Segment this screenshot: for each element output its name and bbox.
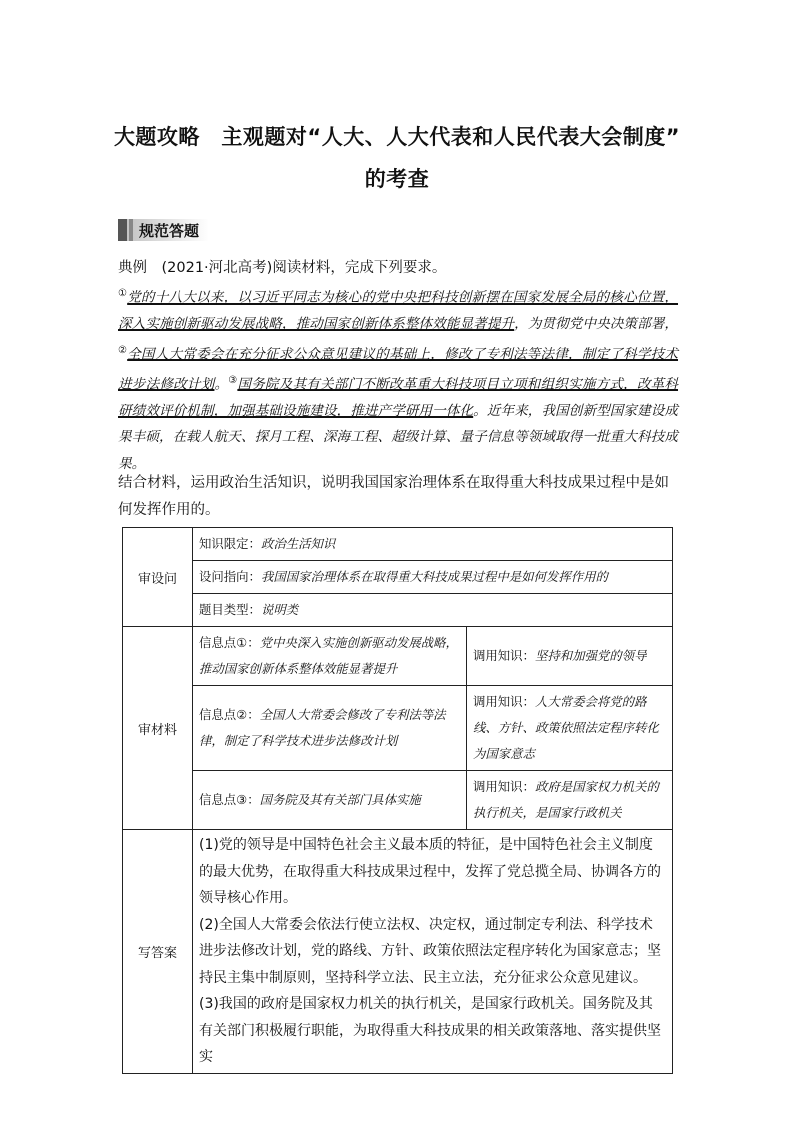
material-sentence-2: 全国人大常委会在充分征求公众意见建议的基础上，修改了专利法等法律，制定了科学技术进步法修改计划 xyxy=(118,346,679,393)
page-title-line2: 的考查 xyxy=(364,167,430,191)
row-head-xiedaan: 写答案 xyxy=(123,830,193,1074)
section-marker-icon xyxy=(118,219,127,241)
material-sentence-3: 国务院及其有关部门不断改革重大科技项目立项和组织实施方式，改革科研绩效评价机制，加强基础设施建设，推进产学研用一体化 xyxy=(118,376,679,419)
material-passage xyxy=(118,281,678,477)
material-tail-2: 。 xyxy=(214,376,229,393)
knowledge-1-cell: 调用知识：坚持和加强党的领导 xyxy=(467,627,673,686)
row-head-shencailiao: 审材料 xyxy=(123,627,193,830)
answer-paragraph-1: (1)党的领导是中国特色社会主义最本质的特征，是中国特色社会主义制度的最大优势，在取得重大科技成果过程中，发挥了党总揽全局、协调各方的领导核心作用。 xyxy=(199,837,661,906)
knowledge-3-cell: 调用知识：政府是国家权力机关的执行机关，是国家行政机关 xyxy=(467,771,673,830)
question-direction-cell: 设问指向：我国国家治理体系在取得重大科技成果过程中是如何发挥作用的 xyxy=(193,561,673,594)
material-marker-1: ① xyxy=(118,288,128,299)
material-tail-3: 。近年来，我国创新型国家建设成果丰硕，在载人航天、探月工程、深海工程、超级计算、量子信息等领域取得一批重大科技成果。 xyxy=(118,402,679,472)
answer-cell xyxy=(193,830,673,1074)
material-tail-1: ，为贯彻党中央决策部署， xyxy=(514,316,679,333)
row-head-shenshewen: 审设问 xyxy=(123,528,193,627)
info-point-2-cell: 信息点②：全国人大常委会修改了专利法等法律，制定了科学技术进步法修改计划 xyxy=(193,686,467,771)
question-text: 结合材料，运用政治生活知识，说明我国国家治理体系在取得重大科技成果过程中是如何发挥作用的。 xyxy=(118,475,669,518)
analysis-table xyxy=(122,527,673,1074)
answer-paragraph-2: (2)全国人大常委会依法行使立法权、决定权，通过制定专利法、科学技术进步法修改计划，党的路线、方针、政策依照法定程序转化为国家意志；坚持民主集中制原则，坚持科学立法、民主立法，充分征求公众意见建议。 xyxy=(199,916,661,986)
section-marker-icon-secondary xyxy=(129,219,133,241)
section-heading-label: 规范答题 xyxy=(139,221,200,240)
question-intro: 典例 (2021·河北高考)阅读材料，完成下列要求。 xyxy=(118,260,447,276)
info-point-3-cell: 信息点③：国务院及其有关部门具体实施 xyxy=(193,771,467,830)
question-type-cell: 题目类型：说明类 xyxy=(193,594,673,627)
page-title-line1: 大题攻略 主观题对“人大、人大代表和人民代表大会制度” xyxy=(113,125,681,149)
info-point-1-cell: 信息点①：党中央深入实施创新驱动发展战略，推动国家创新体系整体效能显著提升 xyxy=(193,627,467,686)
answer-paragraph-3: (3)我国的政府是国家权力机关的执行机关，是国家行政机关。国务院及其有关部门积极履行职能，为取得重大科技成果的相关政策落地、落实提供坚实 xyxy=(199,996,661,1065)
knowledge-limit-cell: 知识限定：政治生活知识 xyxy=(193,528,673,561)
knowledge-2-cell: 调用知识：人大常委会将党的路线、方针、政策依照法定程序转化为国家意志 xyxy=(467,686,673,771)
section-heading xyxy=(118,219,209,241)
material-marker-2: ② xyxy=(118,344,128,356)
material-marker-3: ③ xyxy=(228,374,238,386)
material-sentence-1: 党的十八大以来，以习近平同志为核心的党中央把科技创新摆在国家发展全局的核心位置，深入实施创新驱动发展战略，推动国家创新体系整体效能显著提升 xyxy=(118,289,679,333)
